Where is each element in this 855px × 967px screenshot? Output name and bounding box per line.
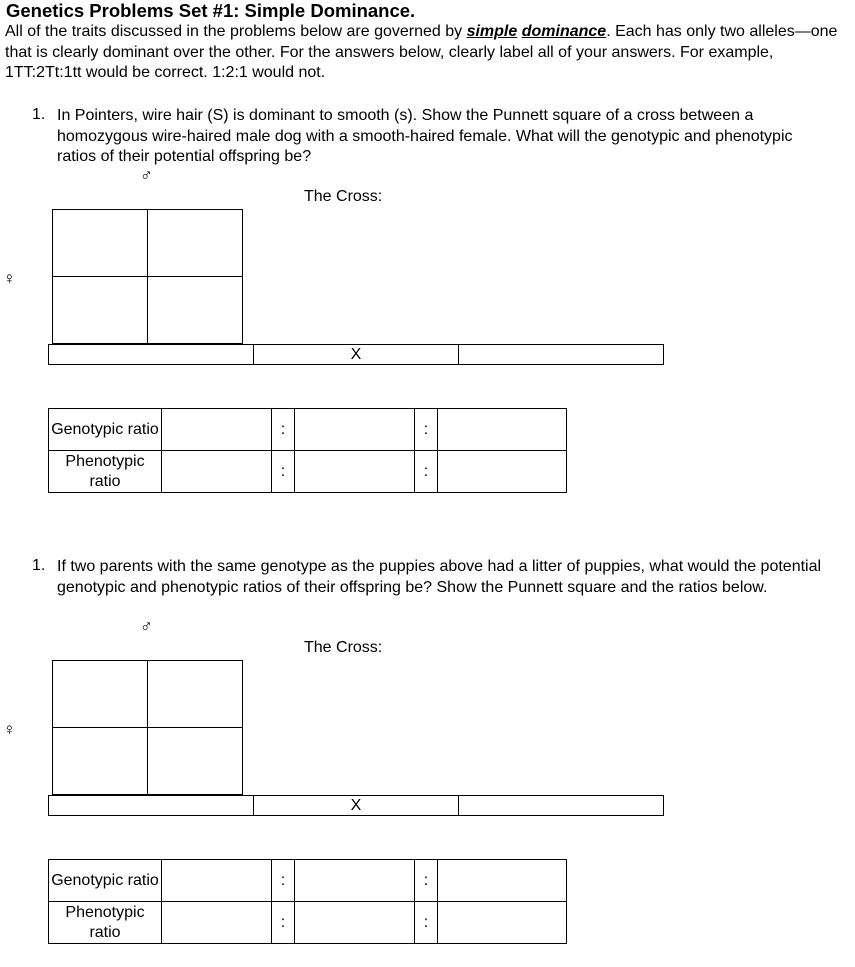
cross-label: The Cross:	[304, 639, 383, 656]
parent-genotype-field[interactable]	[48, 344, 254, 365]
table-row	[49, 409, 567, 451]
cross-x-cell	[254, 795, 459, 816]
punnett-cell[interactable]	[53, 661, 148, 728]
punnett-cell[interactable]	[148, 661, 243, 728]
table-row	[49, 860, 567, 902]
ratio-input-cell[interactable]	[295, 409, 415, 451]
ratio-table	[48, 859, 567, 944]
cross-x-cell	[254, 344, 459, 365]
ratio-separator: :	[272, 409, 295, 451]
cross-x: X	[350, 797, 362, 814]
punnett-square	[52, 660, 243, 795]
parent-genotype-field[interactable]	[48, 795, 254, 816]
ratio-separator: :	[415, 451, 438, 493]
cross-answer-row	[48, 795, 664, 816]
female-symbol-icon: ♀	[3, 269, 16, 288]
punnett-square	[52, 209, 243, 344]
ratio-separator: :	[415, 860, 438, 902]
ratio-input-cell[interactable]	[295, 860, 415, 902]
row-label: Genotypic ratio	[49, 860, 162, 902]
ratio-input-cell[interactable]	[295, 902, 415, 944]
punnett-cell[interactable]	[148, 277, 243, 344]
punnett-cell[interactable]	[148, 210, 243, 277]
ratio-input-cell[interactable]	[295, 451, 415, 493]
intro-emphasis-simple: simple	[466, 23, 518, 40]
intro-text-after: . Each has only two alleles—one that is clearly dominant over the other. For the answers below, clearly label all of your answers. For example, 1TT:2Tt:1tt would be correct. 1:2:1 would not.	[5, 23, 838, 81]
punnett-cell[interactable]	[53, 728, 148, 795]
worksheet-title: Genetics Problems Set #1: Simple Dominance.	[6, 0, 416, 21]
ratio-input-cell[interactable]	[162, 902, 272, 944]
female-symbol-icon: ♀	[3, 720, 16, 739]
parent-genotype-field[interactable]	[459, 344, 664, 365]
ratio-input-cell[interactable]	[438, 860, 567, 902]
punnett-cell[interactable]	[53, 277, 148, 344]
row-label: Phenotypic ratio	[49, 902, 162, 944]
cross-answer-row	[48, 344, 664, 365]
cross-x: X	[350, 346, 362, 363]
ratio-input-cell[interactable]	[438, 409, 567, 451]
intro-paragraph	[5, 22, 845, 84]
question-number: 1.	[32, 106, 46, 123]
parent-genotype-field[interactable]	[459, 795, 664, 816]
ratio-table	[48, 408, 567, 493]
ratio-input-cell[interactable]	[438, 902, 567, 944]
ratio-input-cell[interactable]	[162, 860, 272, 902]
question-number: 1.	[32, 557, 46, 574]
intro-text-before: All of the traits discussed in the problems below are governed by	[5, 23, 467, 40]
male-symbol-icon: ♂	[140, 166, 153, 185]
question-text: In Pointers, wire hair (S) is dominant to smooth (s). Show the Punnett square of a cross between a homozygous wire-haired male dog with a smooth-haired female. What will the genotypic and phenotypic ratios of their potential offspring be?	[57, 107, 793, 165]
ratio-input-cell[interactable]	[438, 451, 567, 493]
table-row	[49, 451, 567, 493]
row-label: Genotypic ratio	[49, 409, 162, 451]
punnett-cell[interactable]	[148, 728, 243, 795]
cross-label: The Cross:	[304, 188, 383, 205]
ratio-separator: :	[415, 409, 438, 451]
ratio-input-cell[interactable]	[162, 409, 272, 451]
ratio-separator: :	[272, 902, 295, 944]
ratio-input-cell[interactable]	[162, 451, 272, 493]
male-symbol-icon: ♂	[140, 617, 153, 636]
ratio-separator: :	[272, 860, 295, 902]
ratio-separator: :	[272, 451, 295, 493]
punnett-cell[interactable]	[53, 210, 148, 277]
ratio-separator: :	[415, 902, 438, 944]
row-label: Phenotypic ratio	[49, 451, 162, 493]
intro-emphasis-dominance: dominance	[521, 23, 607, 40]
table-row	[49, 902, 567, 944]
question-text: If two parents with the same genotype as the puppies above had a litter of puppies, what would the potential genotypic and phenotypic ratios of their offspring be? Show the Punnett square and the ratios below.	[57, 558, 822, 596]
